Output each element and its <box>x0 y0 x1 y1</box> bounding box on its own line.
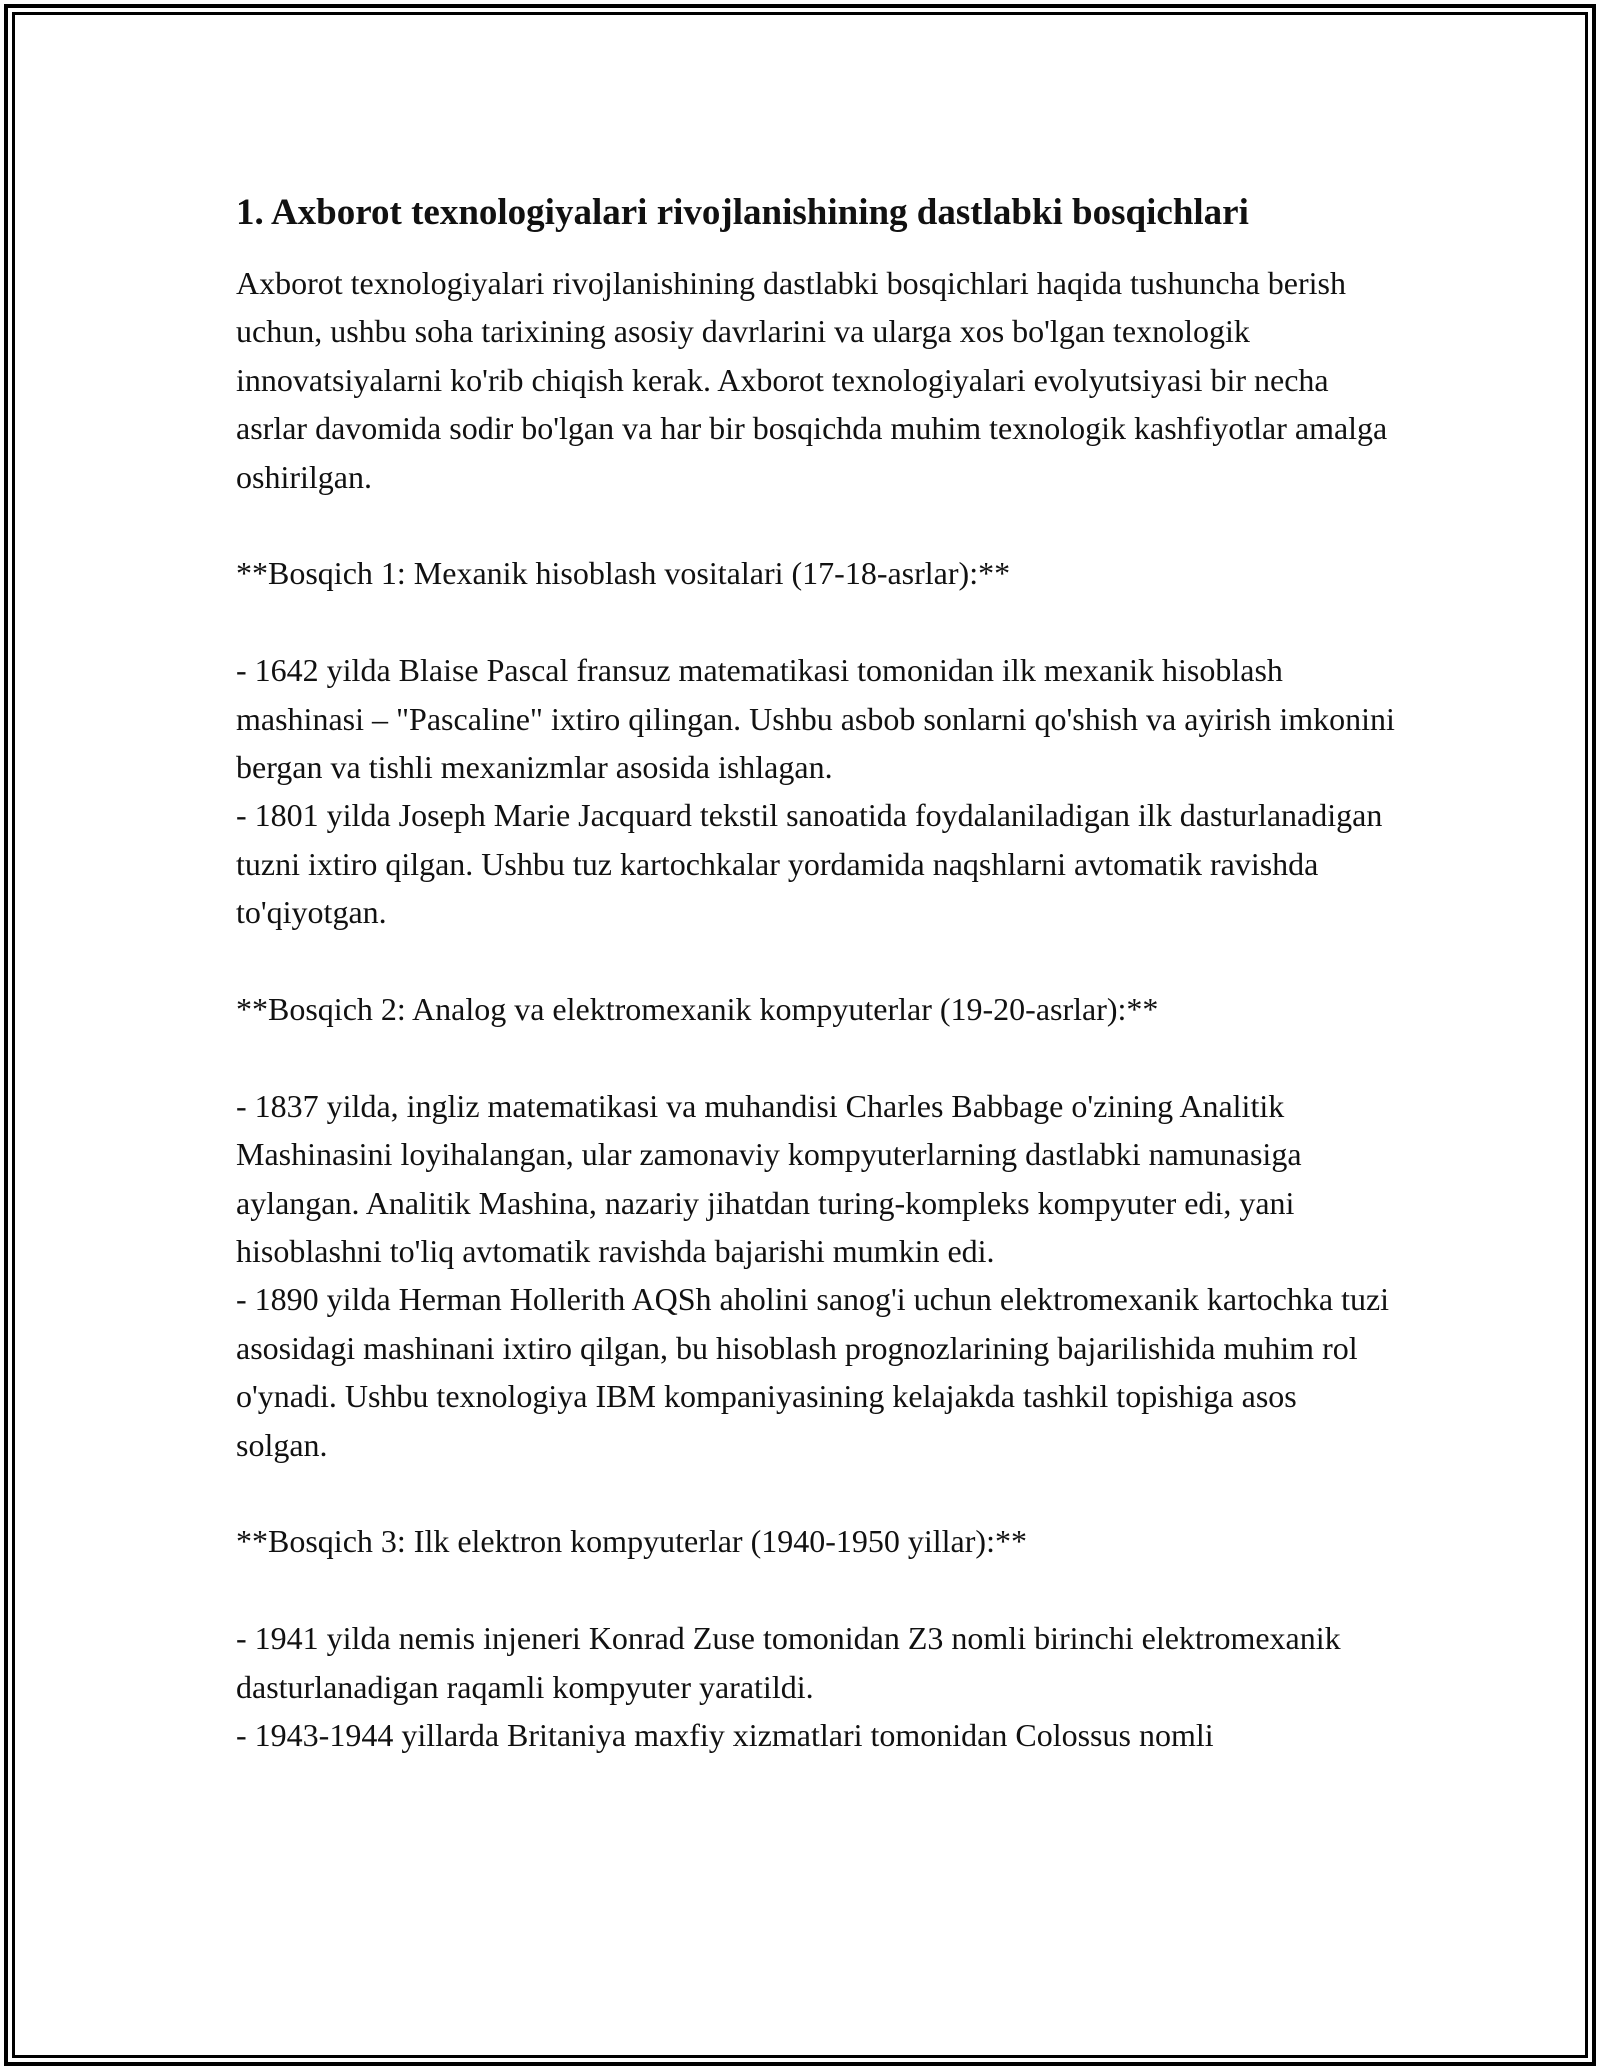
stage-2-title: **Bosqich 2: Analog va elektromexanik kompyuterlar (19-20-asrlar):** <box>236 991 1159 1028</box>
paragraph-gap <box>236 1566 1396 1614</box>
intro-paragraph: Axborot texnologiyalari rivojlanishining dastlabki bosqichlari haqida tushuncha berish uchun, ushbu soha tarixining asosiy davrlarini va ularga xos bo'lgan texnologik innovatsiyalarni ko'rib chiqish kerak. Axborot texnologiyalari evolyutsiyasi bir necha asrlar davomida sodir bo'lgan va har bir bosqichda muhim texnologik kashfiyotlar amalga oshirilgan. <box>236 265 1388 495</box>
stage-2-item: - 1890 yilda Herman Hollerith AQSh aholini sanog'i uchun elektromexanik kartochka tuzi asosidagi mashinani ixtiro qilgan, bu hisoblash prognozlarining bajarilishida muhim rol o'ynadi. Ushbu texnologiya IBM kompaniyasining kelajakda tashkil topishiga asos solgan. <box>236 1281 1390 1463</box>
stage-3-item: - 1943-1944 yillarda Britaniya maxfiy xizmatlari tomonidan Colossus nomli <box>236 1717 1214 1754</box>
paragraph-gap <box>236 1033 1396 1081</box>
document-body <box>236 185 1396 1760</box>
stage-1-title: **Bosqich 1: Mexanik hisoblash vositalari (17-18-asrlar):** <box>236 555 1011 592</box>
stage-1-item: - 1801 yilda Joseph Marie Jacquard tekstil sanoatida foydalaniladigan ilk dasturlanadigan tuzni ixtiro qilgan. Ushbu tuz kartochkalar yordamida naqshlarni avtomatik ravishda to'qiyotgan. <box>236 797 1383 931</box>
paragraph-gap <box>236 937 1396 985</box>
stage-1-item: - 1642 yilda Blaise Pascal fransuz matematikasi tomonidan ilk mexanik hisoblash mashinasi – "Pascaline" ixtiro qilingan. Ushbu asbob sonlarni qo'shish va ayirish imkonini bergan va tishli mexanizmlar asosida ishlagan. <box>236 652 1395 786</box>
section-heading: 1. Axborot texnologiyalari rivojlanishining dastlabki bosqichlari <box>236 192 1249 233</box>
stage-3-title: **Bosqich 3: Ilk elektron kompyuterlar (1940-1950 yillar):** <box>236 1523 1027 1560</box>
paragraph-gap <box>236 598 1396 646</box>
paragraph-gap <box>236 501 1396 549</box>
paragraph-gap <box>236 1469 1396 1517</box>
stage-3-item: - 1941 yilda nemis injeneri Konrad Zuse tomonidan Z3 nomli birinchi elektromexanik dasturlanadigan raqamli kompyuter yaratildi. <box>236 1620 1341 1705</box>
stage-2-item: - 1837 yilda, ingliz matematikasi va muhandisi Charles Babbage o'zining Analitik Mashinasini loyihalangan, ular zamonaviy kompyuterlarning dastlabki namunasiga aylangan. Analitik Mashina, nazariy jihatdan turing-kompleks kompyuter edi, yani hisoblashni to'liq avtomatik ravishda bajarishi mumkin edi. <box>236 1087 1302 1270</box>
